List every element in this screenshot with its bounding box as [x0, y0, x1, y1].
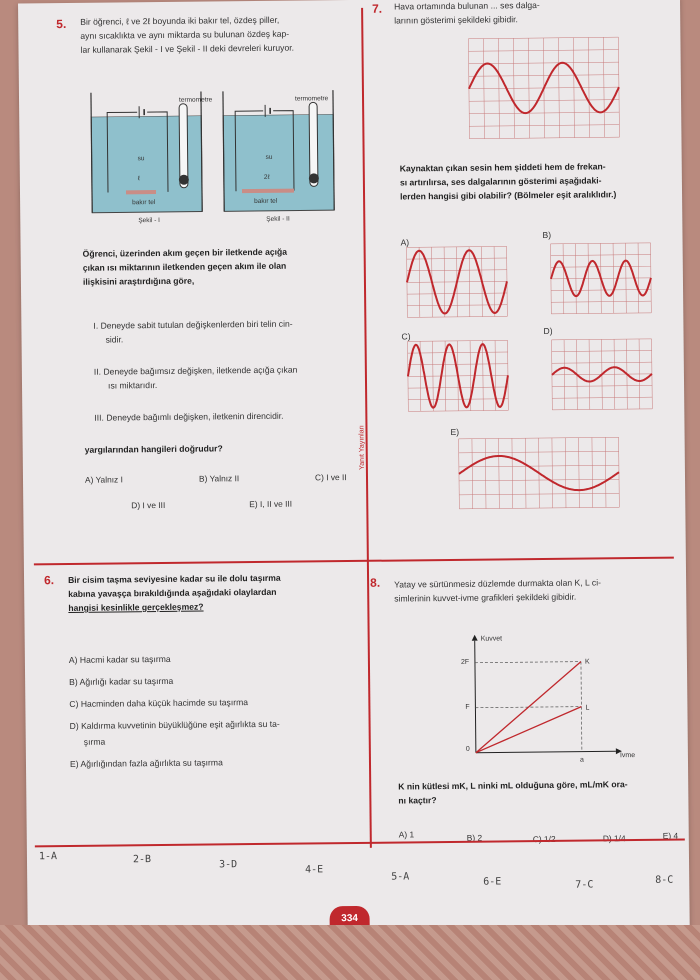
q7-option-b-wave[interactable]	[551, 243, 652, 314]
q5-option-c[interactable]: C) I ve II	[314, 472, 347, 483]
q8-force-acceleration-chart	[455, 633, 626, 765]
q8-line-l-label: L	[585, 704, 590, 712]
q8-y-tick-2f: 2F	[460, 658, 470, 666]
q6-number: 6.	[43, 573, 55, 588]
q5-number: 5.	[56, 16, 67, 32]
answer-4: 4-E	[305, 864, 324, 876]
fig1-wire-label: bakır tel	[132, 199, 156, 207]
answer-8: 8-C	[655, 874, 674, 886]
q8-option-b[interactable]: B) 2	[466, 832, 483, 843]
fig1-thermo-label: termometre	[179, 96, 213, 104]
q7-number: 7.	[372, 1, 383, 16]
q5-item-1: I. Deneyde sabit tutulan değişkenlerden biri telin cin- sidir.	[93, 318, 293, 345]
q5-item-3: III. Deneyde bağımlı değişken, iletkenin direncidir.	[94, 410, 284, 423]
figure-1	[87, 91, 208, 232]
q7-label-b: B)	[542, 229, 552, 240]
q7-question: Kaynaktan çıkan sesin hem şiddeti hem de frekan- sı artırılırsa, ses dalgalarının gösterimi aşağıdaki- lerden hangisi gibi olabilir? (Bölmeler eşit aralıklıdır.)	[399, 161, 617, 202]
answer-7: 7-C	[575, 879, 594, 891]
section-divider	[34, 557, 674, 565]
q5-ask: yargılarından hangileri doğrudur?	[84, 443, 223, 455]
q5-option-e[interactable]: E) I, II ve III	[249, 498, 293, 510]
q7-label-e: E)	[450, 426, 460, 437]
q6-options	[69, 647, 280, 775]
q7-reference-wave	[468, 37, 619, 139]
figure-2	[219, 90, 340, 231]
fig2-thermo-label: termometre	[294, 95, 329, 103]
q7-option-d-wave[interactable]	[552, 339, 653, 410]
answer-3: 3-D	[218, 859, 238, 871]
answer-5: 5-A	[391, 871, 410, 883]
guide-2f	[475, 662, 581, 663]
fig1-water-label: su	[137, 155, 145, 163]
y-axis-arrow	[472, 635, 478, 641]
q6-option-a[interactable]: A) Hacmi kadar su taşırma	[68, 653, 171, 665]
answer-1: 1-A	[38, 851, 58, 863]
q8-option-e[interactable]: E) 4	[662, 830, 679, 841]
answer-2: 2-B	[132, 854, 152, 866]
q8-option-a[interactable]: A) 1	[398, 829, 415, 840]
q5-option-b[interactable]: B) Yalnız II	[198, 473, 240, 484]
q8-y-tick-f: F	[465, 703, 470, 711]
q6-option-d-cont: şırma	[83, 736, 106, 747]
q8-x-tick-a: a	[579, 756, 584, 764]
line-k	[475, 662, 582, 753]
q8-ylabel: Kuvvet	[480, 635, 503, 643]
q5-intro: Bir öğrenci, ℓ ve 2ℓ boyunda iki bakır tel, özdeş piller, aynı sıcaklıkta ve aynı miktarda su bulunan özdeş kap- lar kullanarak Şekil - I ve Şekil - II deki devreleri kuruyor.	[80, 14, 295, 55]
q5-question: Öğrenci, üzerinden akım geçen bir iletkende açığa çıkan ısı miktarının iletkenden geçen akım ile olan ilişkisini araştırdığına göre,	[82, 246, 288, 287]
q6-option-b[interactable]: B) Ağırlığı kadar su taşırma	[69, 675, 174, 687]
q6-option-d[interactable]: D) Kaldırma kuvvetinin büyüklüğüne eşit ağırlıkta su ta-	[69, 718, 280, 731]
answer-key-bar	[35, 839, 686, 898]
q8-origin: 0	[465, 745, 470, 753]
fig2-caption: Şekil - II	[266, 215, 290, 223]
q8-intro: Yatay ve sürtünmesiz düzlemde durmakta olan K, L ci- simlerinin kuvvet-ivme grafikleri şekildeki gibidir.	[394, 577, 601, 604]
q7-label-a: A)	[400, 237, 410, 248]
q8-option-c[interactable]: C) 1/2	[532, 833, 556, 845]
answer-6: 6-E	[483, 876, 502, 888]
line-l	[475, 707, 581, 753]
q8-line-k-label: K	[584, 658, 590, 666]
fig1-caption: Şekil - I	[138, 216, 161, 225]
fig1-length-label: ℓ	[137, 175, 141, 183]
q8-xlabel: İvme	[619, 752, 636, 760]
q6-option-e[interactable]: E) Ağırlığından fazla ağırlıkta su taşırma	[69, 757, 223, 769]
y-axis	[475, 641, 476, 753]
fig2-length-label: 2ℓ	[263, 173, 270, 181]
q7-option-e-wave[interactable]	[459, 437, 620, 509]
fig2-water-label: su	[265, 153, 273, 161]
side-publisher-text: Yanıt Yayınları	[358, 425, 366, 470]
q8-option-d[interactable]: D) 1/4	[602, 833, 626, 844]
background-fabric	[0, 925, 700, 980]
q5-item-2: II. Deneyde bağımsız değişken, iletkende açığa çıkan ısı miktarıdır.	[93, 364, 298, 391]
q7-option-a-wave[interactable]	[407, 246, 508, 317]
q5-option-a[interactable]: A) Yalnız I	[84, 474, 123, 485]
q7-intro: Hava ortamında bulunan ... ses dalga- larının gösterimi şekildeki gibidir.	[394, 0, 540, 26]
q8-question: K nin kütlesi mK, L ninki mL olduğuna göre, mL/mK ora- nı kaçtır?	[398, 779, 628, 806]
book-page	[18, 0, 690, 933]
q5-option-d[interactable]: D) I ve III	[131, 499, 166, 511]
page-number: 334	[329, 906, 369, 932]
q7-label-c: C)	[401, 331, 411, 342]
x-axis	[476, 751, 616, 752]
q7-label-d: D)	[543, 325, 553, 336]
q6-question: Bir cisim taşma seviyesine kadar su ile dolu taşırma kabına yavaşça bırakıldığında aşağıdaki olaylardan hangisi kesinlikle gerçekleşmez?	[68, 572, 281, 613]
fig2-wire-label: bakır tel	[254, 197, 278, 206]
q7-option-c-wave[interactable]	[408, 340, 509, 411]
q8-number: 8.	[370, 575, 381, 590]
q6-option-c[interactable]: C) Hacminden daha küçük hacimde su taşırma	[69, 697, 249, 709]
